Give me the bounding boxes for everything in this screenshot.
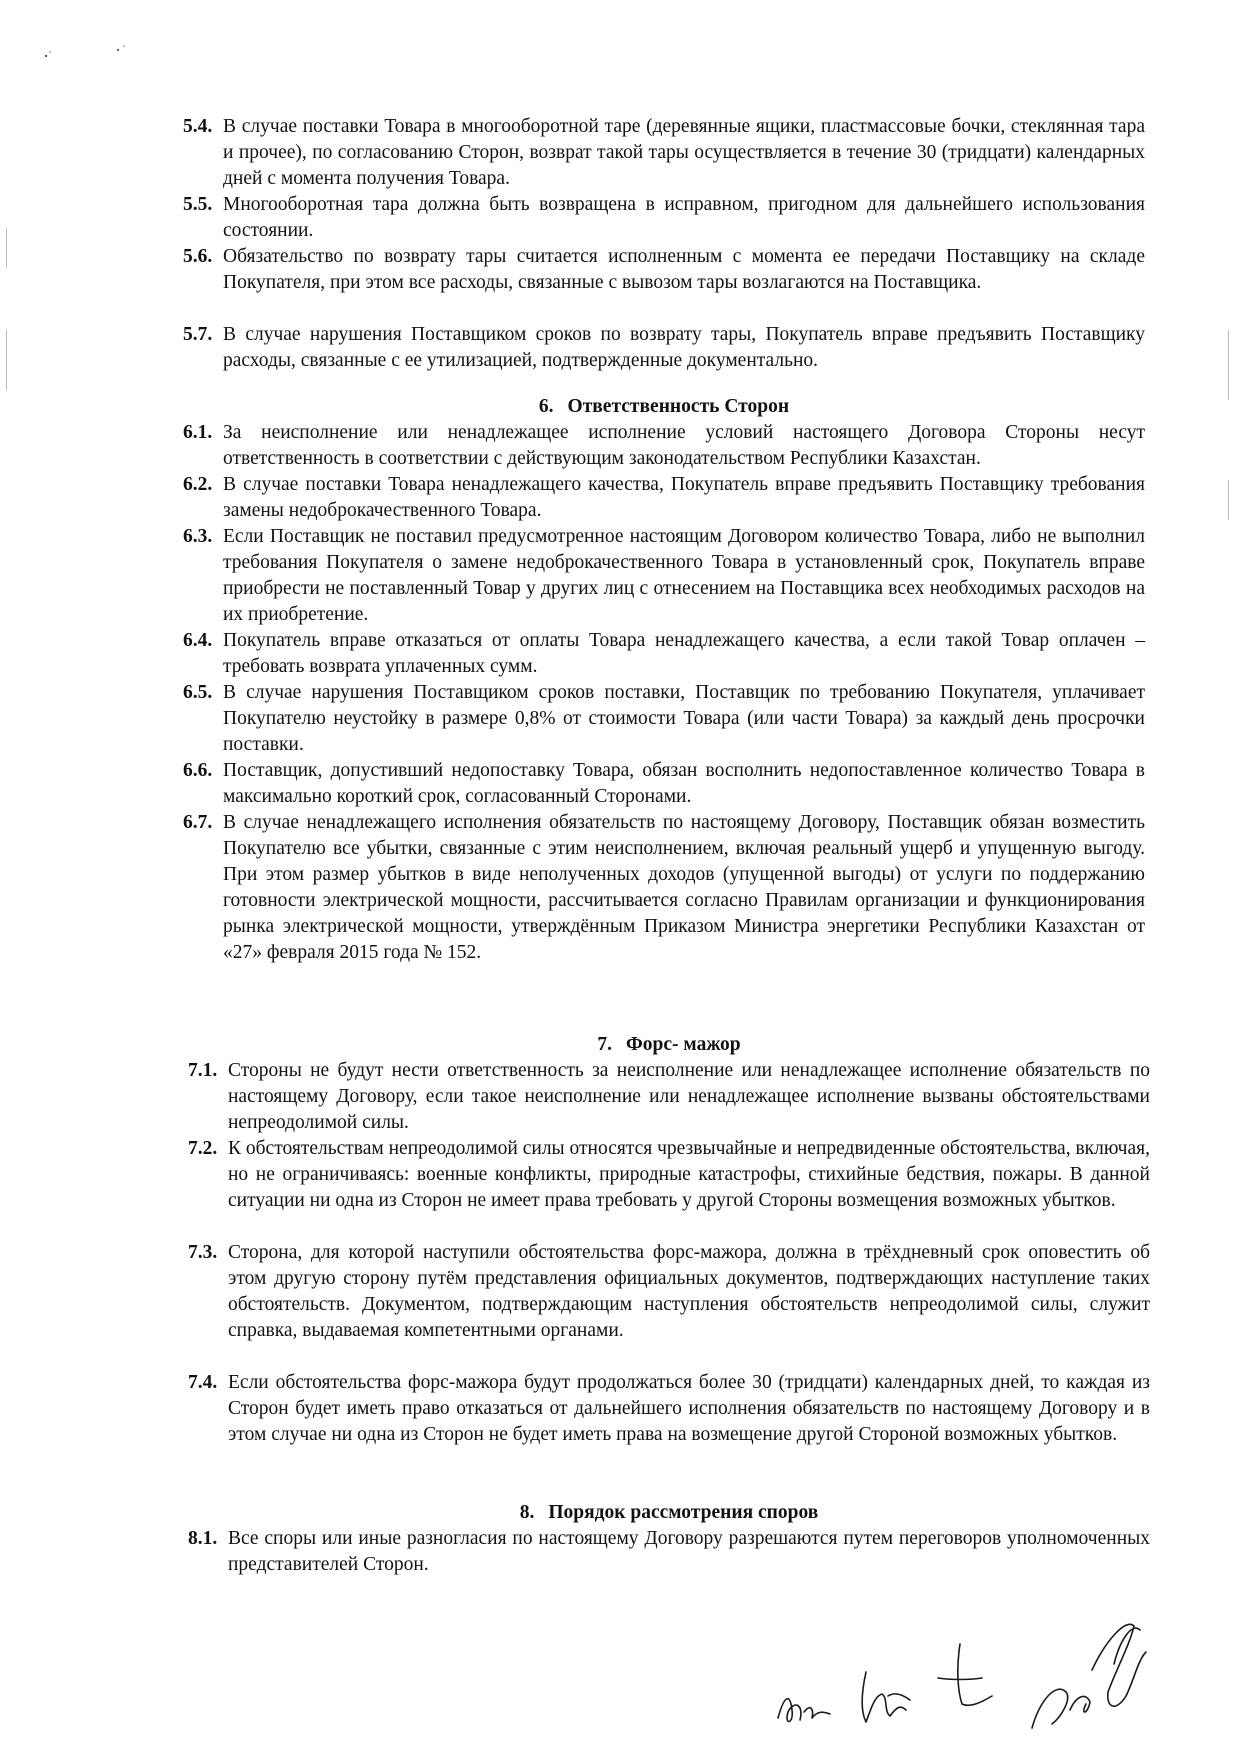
clause-6-1: [183, 420, 1145, 472]
scan-edge-mark: [1228, 480, 1229, 520]
section-number: 6.: [538, 396, 554, 417]
clause-text: Поставщик, допустивший недопоставку Товара, обязан восполнить недопоставленное количество Товара в максимально короткий срок, согласованный Сторонами.: [223, 760, 1145, 807]
clause-7-1: [188, 1058, 1150, 1136]
clause-6-2: [183, 472, 1145, 524]
clause-number: 5.4.: [183, 116, 213, 137]
section-number: 7.: [597, 1034, 613, 1055]
clause-number: 8.1.: [188, 1528, 218, 1549]
clause-text: Если обстоятельства форс-мажора будут продолжаться более 30 (тридцати) календарных дней, то каждая из Сторон будет иметь право отказаться от дальнейшего исполнения обязательств по настоящему Договору и в этом случае ни одна из Сторон не будет иметь права на возмещение другой Стороной возможных убытков.: [228, 1372, 1150, 1445]
clause-6-6: [183, 758, 1145, 810]
scan-edge-mark: [1228, 330, 1229, 400]
handwritten-signatures: [770, 1600, 1210, 1740]
section-number: 8.: [519, 1502, 535, 1523]
clause-number: 6.1.: [183, 422, 213, 443]
clause-text: Если Поставщик не поставил предусмотренное настоящим Договором количество Товара, либо не выполнил требования Покупателя о замене недоброкачественного Товара в установленный срок, Покупатель вправе приобрести не поставленный Товар у других лиц с отнесением на Поставщика всех необходимых расходов на их приобретение.: [223, 526, 1145, 625]
clause-number: 6.7.: [183, 812, 213, 833]
clause-5-6: [183, 244, 1145, 296]
section-title: Порядок рассмотрения споров: [548, 1502, 819, 1523]
clause-6-3: [183, 524, 1145, 628]
clause-text: Стороны не будут нести ответственность за неисполнение или ненадлежащее исполнение обязательств по настоящему Договору, если такое неисполнение или ненадлежащее исполнение вызваны обстоятельствами непреодолимой силы.: [228, 1060, 1150, 1133]
clause-text: Многооборотная тара должна быть возвращена в исправном, пригодном для дальнейшего использования состоянии.: [223, 194, 1145, 241]
clause-number: 6.5.: [183, 682, 213, 703]
clause-text: В случае нарушения Поставщиком сроков по возврату тары, Покупатель вправе предъявить Поставщику расходы, связанные с ее утилизацией, подтвержденные документально.: [223, 324, 1145, 371]
clause-number: 6.2.: [183, 474, 213, 495]
clause-number: 5.7.: [183, 324, 213, 345]
section-heading-6: [183, 394, 1145, 420]
clause-6-5: [183, 680, 1145, 758]
clause-text: В случае поставки Товара в многооборотной таре (деревянные ящики, пластмассовые бочки, стеклянная тара и прочее), по согласованию Сторон, возврат такой тары осуществляется в течение 30 (тридцати) календарных дней с момента получения Товара.: [223, 116, 1145, 189]
clause-number: 7.4.: [188, 1372, 218, 1393]
scan-specks: [40, 38, 140, 68]
clause-text: Покупатель вправе отказаться от оплаты Товара ненадлежащего качества, а если такой Товар оплачен – требовать возврата уплаченных сумм.: [223, 630, 1145, 677]
clause-5-5: [183, 192, 1145, 244]
clause-7-3: [188, 1240, 1150, 1344]
clause-text: Все споры или иные разногласия по настоящему Договору разрешаются путем переговоров уполномоченных представителей Сторон.: [228, 1528, 1150, 1575]
section-heading-8: [188, 1500, 1150, 1526]
clause-text: В случае ненадлежащего исполнения обязательств по настоящему Договору, Поставщик обязан возместить Покупателю все убытки, связанные с этим неисполнением, включая реальный ущерб и упущенную выгоду. При этом размер убытков в виде неполученных доходов (упущенной выгоды) от услуги по поддержанию готовности электрической мощности, рассчитывается согласно Правилам организации и функционирования рынка электрической мощности, утверждённым Приказом Министра энергетики Республики Казахстан от «27» февраля 2015 года № 152.: [223, 812, 1145, 963]
clause-text: Обязательство по возврату тары считается исполненным с момента ее передачи Поставщику на складе Покупателя, при этом все расходы, связанные с вывозом тары возлагаются на Поставщика.: [223, 246, 1145, 293]
clause-8-1: [188, 1526, 1150, 1578]
scan-edge-mark: [6, 330, 7, 390]
clause-number: 5.5.: [183, 194, 213, 215]
clause-5-7: [183, 322, 1145, 374]
clause-6-7: [183, 810, 1145, 966]
scan-edge-mark: [6, 228, 7, 268]
clause-text: Сторона, для которой наступили обстоятельства форс-мажора, должна в трёхдневный срок оповестить об этом другую сторону путём представления официальных документов, подтверждающих наступление таких обстоятельств. Документом, подтверждающим наступления обстоятельств непреодолимой силы, служит справка, выдаваемая компетентными органами.: [228, 1242, 1150, 1341]
section-heading-7: [188, 1032, 1150, 1058]
clause-number: 7.1.: [188, 1060, 218, 1081]
clause-number: 6.4.: [183, 630, 213, 651]
clause-text: К обстоятельствам непреодолимой силы относятся чрезвычайные и непредвиденные обстоятельства, включая, но не ограничиваясь: военные конфликты, природные катастрофы, стихийные бедствия, пожары. В данной ситуации ни одна из Сторон не имеет права требовать у другой Стороны возмещения возможных убытков.: [228, 1138, 1150, 1211]
clause-7-2: [188, 1136, 1150, 1214]
section-title: Ответственность Сторон: [567, 396, 790, 417]
clause-number: 7.2.: [188, 1138, 218, 1159]
clause-text: В случае нарушения Поставщиком сроков поставки, Поставщик по требованию Покупателя, уплачивает Покупателю неустойку в размере 0,8% от стоимости Товара (или части Товара) за каждый день просрочки поставки.: [223, 682, 1145, 755]
clause-5-4: [183, 114, 1145, 192]
clause-text: В случае поставки Товара ненадлежащего качества, Покупатель вправе предъявить Поставщику требования замены недоброкачественного Товара.: [223, 474, 1145, 521]
clause-text: За неисполнение или ненадлежащее исполнение условий настоящего Договора Стороны несут ответственность в соответствии с действующим законодательством Республики Казахстан.: [223, 422, 1145, 469]
clause-number: 5.6.: [183, 246, 213, 267]
clause-7-4: [188, 1370, 1150, 1448]
clause-number: 6.6.: [183, 760, 213, 781]
section-title: Форс- мажор: [626, 1034, 741, 1055]
clause-number: 6.3.: [183, 526, 213, 547]
clause-number: 7.3.: [188, 1242, 218, 1263]
clause-6-4: [183, 628, 1145, 680]
